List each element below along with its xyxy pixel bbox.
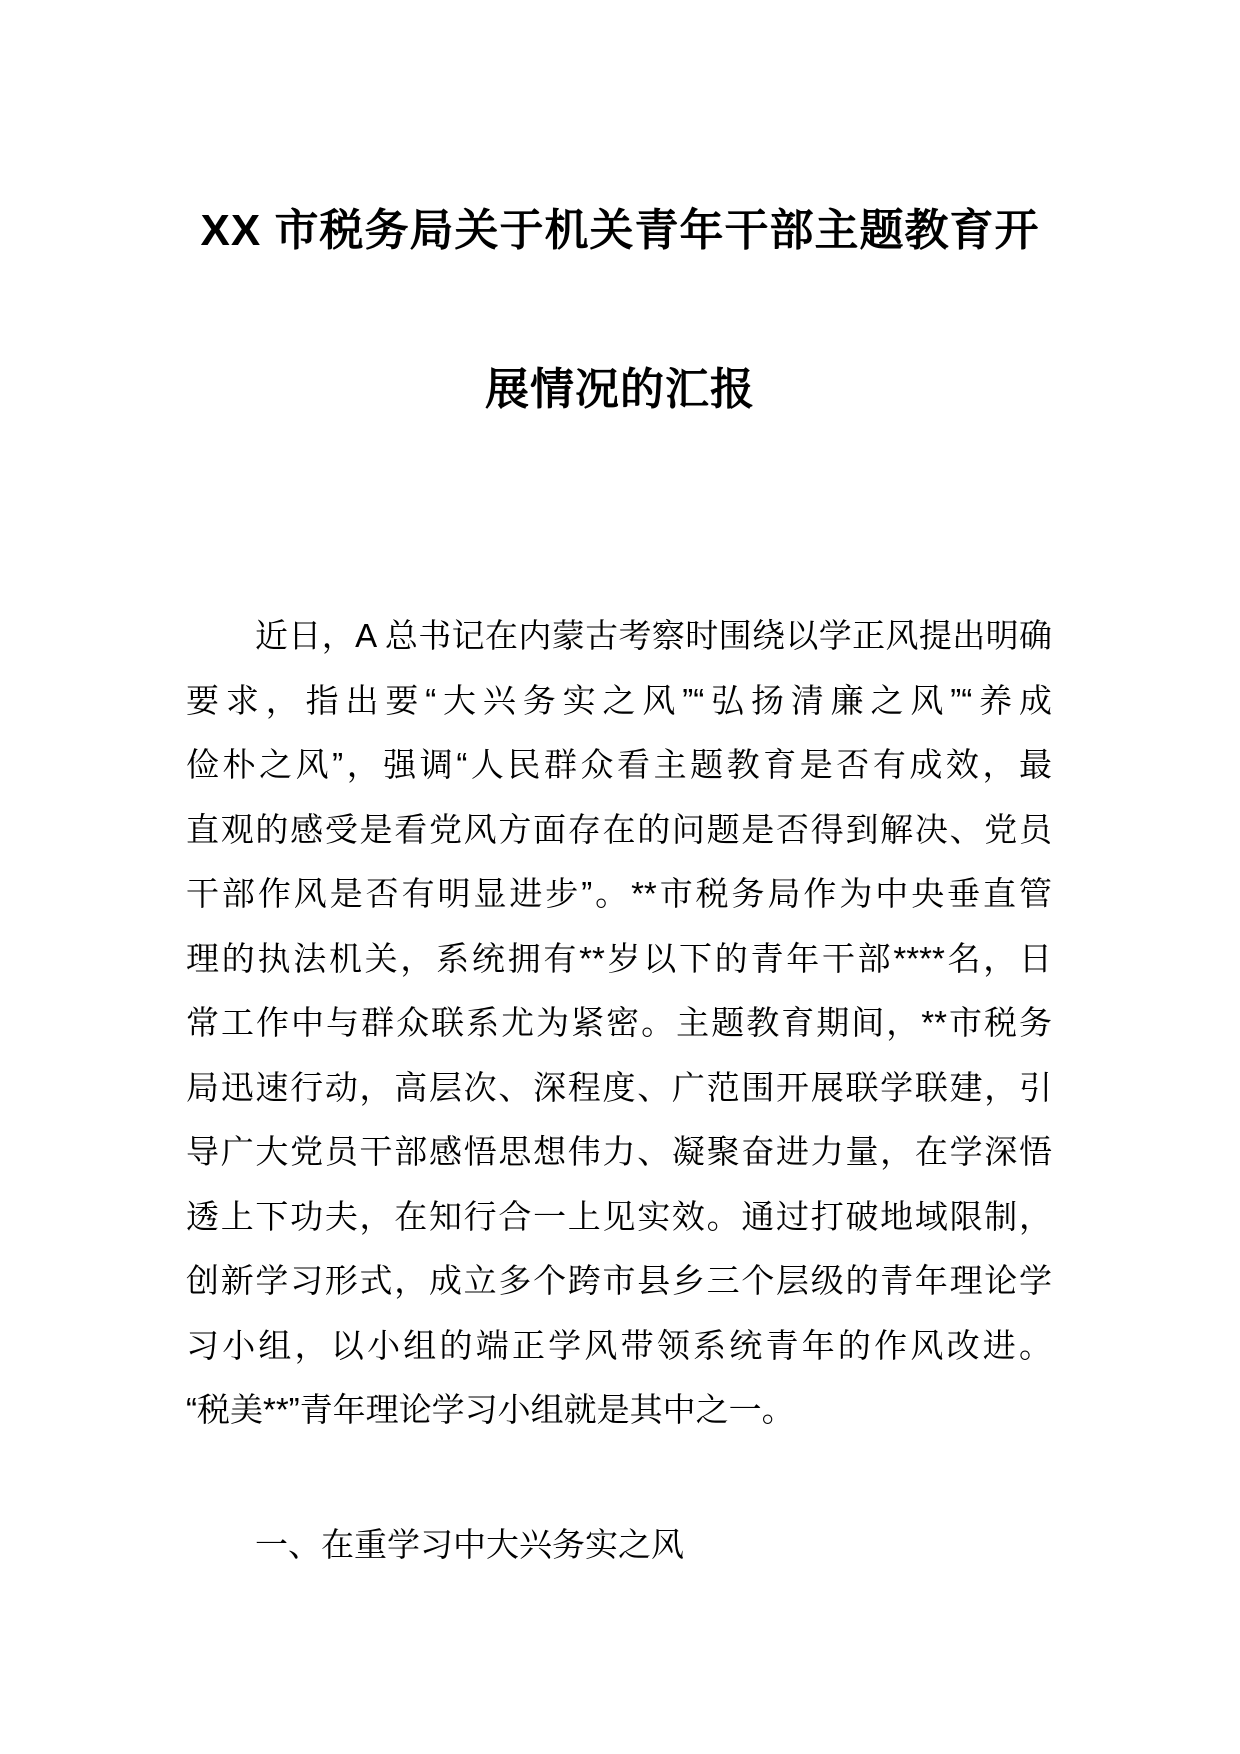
paragraph-line-9: 导广大党员干部感悟思想伟力、凝聚奋进力量，在学深悟 <box>186 1133 1052 1170</box>
paragraph-line-8: 局迅速行动，高层次、深程度、广范围开展联学联建，引 <box>186 1068 1052 1106</box>
paragraph-line-1: 近日，A 总书记在内蒙古考察时围绕以学正风提出明确 <box>255 617 1052 654</box>
paragraph-line-2: 要求，指出要“大兴务实之风”“弘扬清廉之风”“养成 <box>186 681 1052 719</box>
paragraph-line-10: 透上下功夫，在知行合一上见实效。通过打破地域限制， <box>186 1197 1052 1235</box>
paragraph-line-7: 常工作中与群众联系尤为紧密。主题教育期间，**市税务 <box>186 1004 1052 1041</box>
paragraph-line-12: 习小组，以小组的端正学风带领系统青年的作风改进。 <box>186 1326 1052 1364</box>
paragraph-line-11: 创新学习形式，成立多个跨市县乡三个层级的青年理论学 <box>186 1262 1052 1299</box>
document-title-line-2: 展情况的汇报 <box>485 365 755 414</box>
document-title <box>0 0 1240 469</box>
paragraph-line-5: 干部作风是否有明显进步”。**市税务局作为中央垂直管 <box>186 875 1052 912</box>
section-heading: 一、在重学习中大兴务实之风 <box>255 1525 684 1563</box>
paragraph-line-6: 理的执法机关，系统拥有**岁以下的青年干部****名，日 <box>186 939 1052 977</box>
paragraph-line-13: “税美**”青年理论学习小组就是其中之一。 <box>186 1391 795 1428</box>
paragraph-line-3: 俭朴之风”，强调“人民群众看主题教育是否有成效，最 <box>186 746 1052 783</box>
body-paragraph <box>186 604 1052 1443</box>
paragraph-line-4: 直观的感受是看党风方面存在的问题是否得到解决、党员 <box>186 810 1052 848</box>
document-title-line-1: XX 市税务局关于机关青年干部主题教育开 <box>200 206 1040 255</box>
